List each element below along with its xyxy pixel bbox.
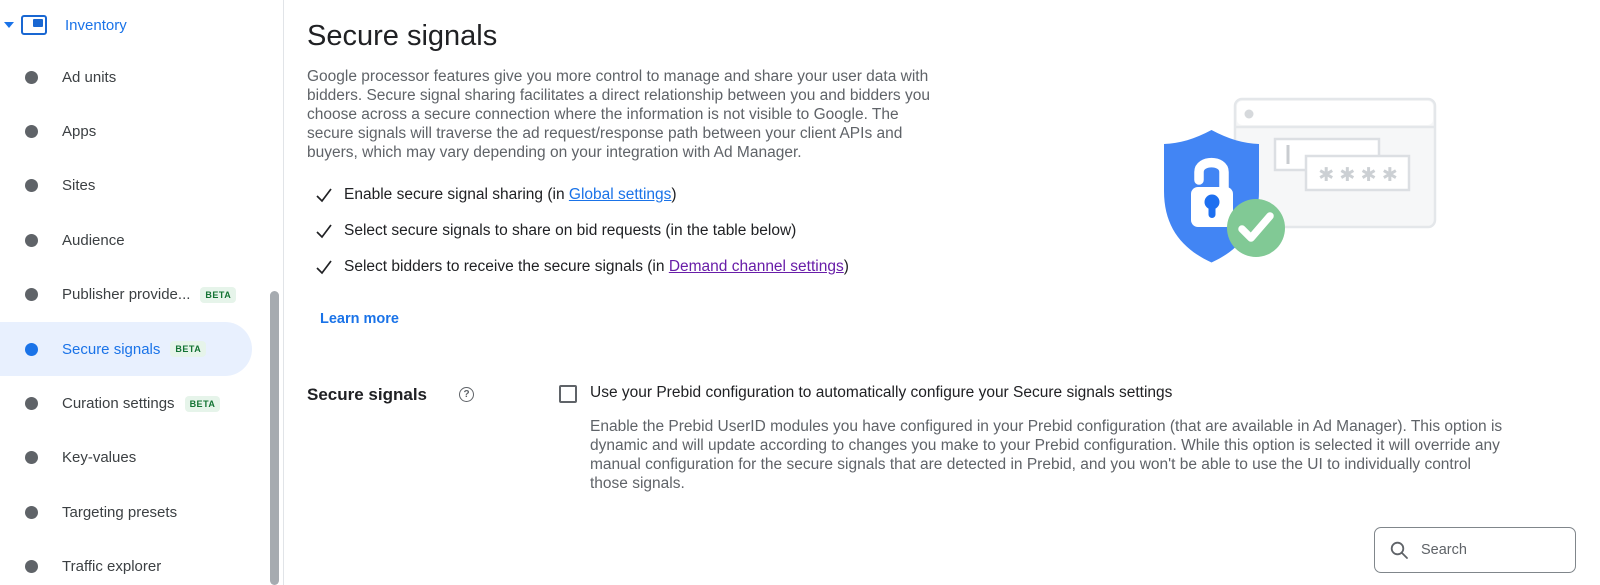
checklist-item-text: Enable secure signal sharing (in Global settings) bbox=[344, 186, 677, 203]
secure-signals-illustration bbox=[1138, 88, 1438, 268]
page-title: Secure signals bbox=[307, 20, 498, 52]
sidebar-item-label: Apps bbox=[62, 123, 97, 141]
global-settings-link[interactable]: Global settings bbox=[568, 186, 672, 203]
bullet-icon bbox=[25, 234, 38, 247]
prebid-auto-configure-checkbox[interactable] bbox=[559, 385, 577, 403]
sidebar-item-label: Targeting presets bbox=[62, 503, 178, 521]
sidebar-section-inventory[interactable] bbox=[0, 0, 283, 50]
sidebar-section-label[interactable]: Inventory bbox=[65, 16, 127, 34]
sidebar-item-label: Curation settings bbox=[62, 395, 175, 413]
page-description: Google processor features give you more control to manage and share your user data with bidders. Secure signal sharing facilitates a direct relationship between you and bidders you choose across a secure connection where the information is not visible to Google. The secure signals will traverse the ad request/response path between your client APIs and buyers, which may vary depending on your integration with Ad Manager. bbox=[307, 68, 930, 161]
sidebar-nav bbox=[0, 50, 283, 585]
sidebar-item-audience[interactable] bbox=[0, 213, 252, 267]
demand-channel-settings-link[interactable]: Demand channel settings bbox=[668, 258, 844, 275]
help-icon[interactable]: ? bbox=[459, 387, 474, 402]
sidebar-item-label: Ad units bbox=[62, 68, 117, 86]
settings-section-label: Secure signals bbox=[307, 385, 428, 404]
sidebar-item-apps[interactable] bbox=[0, 104, 252, 158]
sidebar-item-label: Traffic explorer bbox=[62, 558, 162, 576]
sidebar-item-sites[interactable] bbox=[0, 159, 252, 213]
sidebar-item-label: Audience bbox=[62, 231, 125, 249]
bullet-icon bbox=[25, 343, 38, 356]
inventory-icon bbox=[21, 15, 47, 35]
bullet-icon bbox=[25, 179, 38, 192]
bullet-icon bbox=[25, 288, 38, 301]
bullet-icon bbox=[25, 397, 38, 410]
beta-badge: BETA bbox=[170, 341, 206, 357]
bullet-icon bbox=[25, 125, 38, 138]
checkmark-icon bbox=[307, 257, 344, 277]
prebid-checkbox-description: Enable the Prebid UserID modules you have configured in your Prebid configuration (that are available in Ad Manager). This option is dynamic and will update according to changes you make to your Prebid configuration. While this option is selected it will override any manual configuration for the secure signals that are detected in Prebid, and you won't be able to use the UI to individually control those signals. bbox=[590, 418, 1503, 492]
collapse-arrow-icon[interactable] bbox=[4, 22, 14, 28]
beta-badge: BETA bbox=[185, 396, 221, 412]
checkmark-icon bbox=[307, 185, 344, 205]
sidebar-scrollbar[interactable] bbox=[270, 291, 279, 585]
password-mask: ✱ ✱ ✱ ✱ bbox=[1318, 165, 1398, 186]
bullet-icon bbox=[25, 506, 38, 519]
beta-badge: BETA bbox=[200, 287, 236, 303]
sidebar bbox=[0, 0, 284, 585]
sidebar-item-curation-settings[interactable] bbox=[0, 376, 252, 430]
sidebar-item-secure-signals[interactable] bbox=[0, 322, 252, 376]
search-input[interactable] bbox=[1421, 542, 1541, 558]
sidebar-item-publisher-provided[interactable] bbox=[0, 268, 252, 322]
bullet-icon bbox=[25, 71, 38, 84]
secure-signals-settings-section bbox=[307, 384, 1600, 493]
checklist-item-text: Select secure signals to share on bid requests (in the table below) bbox=[344, 222, 797, 239]
sidebar-item-label: Secure signals bbox=[62, 340, 161, 358]
sidebar-item-label: Sites bbox=[62, 177, 96, 195]
sidebar-item-targeting-presets[interactable] bbox=[0, 485, 252, 539]
checklist-item-text: Select bidders to receive the secure signals (in Demand channel settings) bbox=[344, 258, 849, 275]
sidebar-item-label: Key-values bbox=[62, 449, 137, 467]
sidebar-item-key-values[interactable] bbox=[0, 431, 252, 485]
sidebar-item-label: Publisher provide... bbox=[62, 286, 191, 304]
bullet-icon bbox=[25, 451, 38, 464]
bullet-icon bbox=[25, 560, 38, 573]
prebid-checkbox-label[interactable]: Use your Prebid configuration to automatically configure your Secure signals settings bbox=[590, 384, 1173, 401]
sidebar-item-traffic-explorer[interactable] bbox=[0, 540, 252, 585]
sidebar-item-ad-units[interactable] bbox=[0, 50, 252, 104]
learn-more-link[interactable]: Learn more bbox=[320, 311, 399, 327]
main-content bbox=[285, 0, 1600, 585]
window-dot-icon bbox=[1245, 110, 1254, 119]
checkmark-icon bbox=[307, 221, 344, 241]
search-box[interactable] bbox=[1374, 527, 1576, 573]
search-icon bbox=[1389, 540, 1409, 560]
